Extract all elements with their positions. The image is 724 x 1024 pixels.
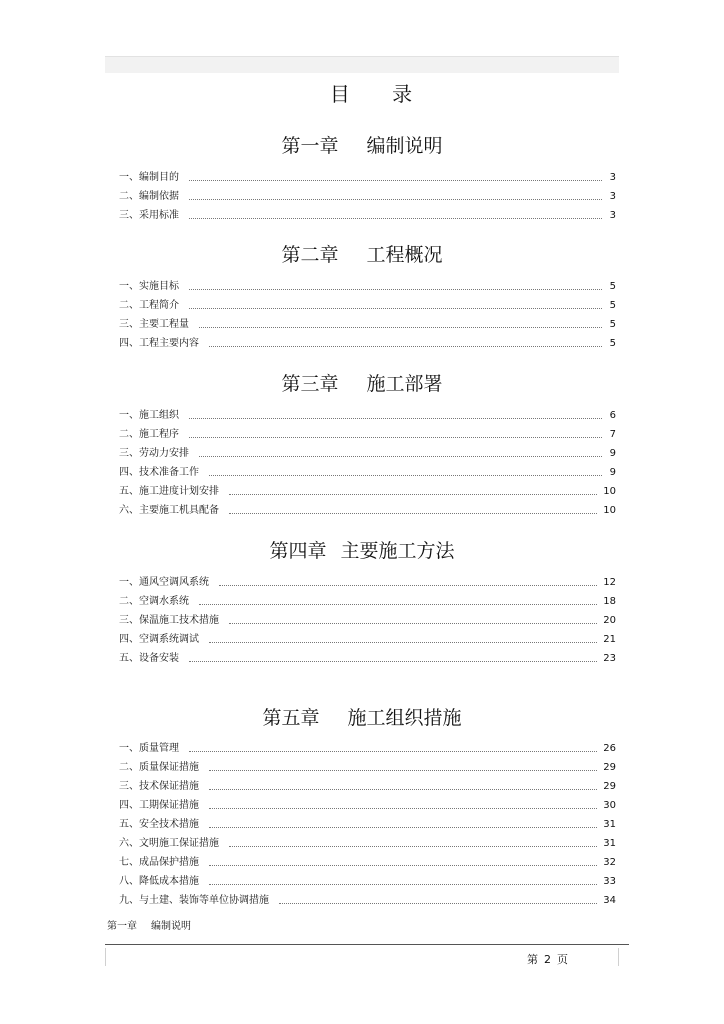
dot-leader xyxy=(229,494,597,495)
dot-leader xyxy=(229,623,597,624)
chapter-number: 第三章 xyxy=(281,373,339,395)
chapter-title: 施工部署 xyxy=(366,373,443,395)
dot-leader xyxy=(279,903,597,904)
toc-entry[interactable] xyxy=(119,575,616,589)
toc-entry-label: 二、施工程序 xyxy=(119,429,179,440)
toc-entry-label: 七、成品保护措施 xyxy=(119,857,199,868)
chapter-number: 第四章 xyxy=(269,540,327,562)
toc-entry[interactable] xyxy=(119,855,616,869)
toc-entry-label: 九、与土建、装饰等单位协调措施 xyxy=(119,895,269,906)
toc-entry[interactable] xyxy=(119,189,616,203)
running-head-chapter-number: 第一章 xyxy=(107,921,137,932)
toc-entry[interactable] xyxy=(119,298,616,312)
toc-entry-label: 四、工程主要内容 xyxy=(119,338,199,349)
toc-entry-page: 5 xyxy=(609,338,616,349)
page-prefix: 第 xyxy=(527,953,538,966)
toc-entry-page: 5 xyxy=(609,281,616,292)
dot-leader xyxy=(229,846,597,847)
toc-entry-label: 二、空调水系统 xyxy=(119,596,189,607)
dot-leader xyxy=(209,475,602,476)
toc-entry-label: 五、设备安装 xyxy=(119,653,179,664)
dot-leader xyxy=(189,180,602,181)
chapter-title: 工程概况 xyxy=(366,244,443,266)
header-bar xyxy=(105,56,619,73)
toc-entry-page: 21 xyxy=(603,634,616,645)
toc-entry[interactable] xyxy=(119,760,616,774)
dot-leader xyxy=(199,456,602,457)
toc-entry-page: 30 xyxy=(603,800,616,811)
dot-leader xyxy=(199,327,602,328)
running-head-chapter-title: 编制说明 xyxy=(151,921,191,932)
toc-entry[interactable] xyxy=(119,779,616,793)
toc-entry-label: 六、主要施工机具配备 xyxy=(119,505,219,516)
toc-entry-page: 10 xyxy=(603,486,616,497)
toc-entry[interactable] xyxy=(119,651,616,665)
toc-entry[interactable] xyxy=(119,465,616,479)
dot-leader xyxy=(189,289,602,290)
dot-leader xyxy=(209,789,597,790)
dot-leader xyxy=(229,513,597,514)
toc-entry[interactable] xyxy=(119,170,616,184)
toc-entry[interactable] xyxy=(119,446,616,460)
footer-border-left xyxy=(105,948,106,966)
page-number: 2 xyxy=(544,953,551,966)
toc-entry[interactable] xyxy=(119,427,616,441)
toc-entry-page: 5 xyxy=(609,319,616,330)
toc-entry[interactable] xyxy=(119,408,616,422)
toc-entry-page: 3 xyxy=(609,210,616,221)
toc-entry-page: 5 xyxy=(609,300,616,311)
toc-entry-page: 20 xyxy=(603,615,616,626)
toc-entry-page: 18 xyxy=(603,596,616,607)
chapter-4-heading xyxy=(0,536,724,563)
toc-entry-page: 33 xyxy=(603,876,616,887)
toc-entry[interactable] xyxy=(119,632,616,646)
toc-entry-label: 四、空调系统调试 xyxy=(119,634,199,645)
toc-entry[interactable] xyxy=(119,317,616,331)
dot-leader xyxy=(209,827,597,828)
toc-entry[interactable] xyxy=(119,741,616,755)
toc-entry[interactable] xyxy=(119,503,616,517)
dot-leader xyxy=(189,437,602,438)
toc-entry-label: 六、文明施工保证措施 xyxy=(119,838,219,849)
dot-leader xyxy=(209,808,597,809)
toc-entry-label: 一、编制目的 xyxy=(119,172,179,183)
dot-leader xyxy=(209,884,597,885)
toc-entry-page: 29 xyxy=(603,762,616,773)
toc-entry-label: 四、工期保证措施 xyxy=(119,800,199,811)
toc-entry-page: 6 xyxy=(609,410,616,421)
dot-leader xyxy=(189,661,597,662)
toc-entry-page: 3 xyxy=(609,172,616,183)
toc-entry[interactable] xyxy=(119,893,616,907)
dot-leader xyxy=(189,308,602,309)
toc-entry[interactable] xyxy=(119,817,616,831)
chapter-1-heading xyxy=(0,131,724,158)
dot-leader xyxy=(189,751,597,752)
chapter-title: 施工组织措施 xyxy=(347,707,462,729)
toc-entry-label: 三、采用标准 xyxy=(119,210,179,221)
toc-entry[interactable] xyxy=(119,836,616,850)
toc-entry-label: 一、实施目标 xyxy=(119,281,179,292)
chapter-title: 编制说明 xyxy=(366,135,443,157)
toc-title: 目 录 xyxy=(329,82,431,106)
toc-entry-label: 一、施工组织 xyxy=(119,410,179,421)
toc-entry[interactable] xyxy=(119,874,616,888)
dot-leader xyxy=(199,604,597,605)
running-head xyxy=(107,917,191,932)
toc-entry-page: 7 xyxy=(609,429,616,440)
dot-leader xyxy=(189,199,602,200)
toc-entry-page: 26 xyxy=(603,743,616,754)
toc-entry-page: 31 xyxy=(603,819,616,830)
toc-entry[interactable] xyxy=(119,208,616,222)
toc-entry-label: 一、质量管理 xyxy=(119,743,179,754)
toc-entry-page: 9 xyxy=(609,467,616,478)
dot-leader xyxy=(209,642,597,643)
toc-entry-page: 34 xyxy=(603,895,616,906)
toc-entry[interactable] xyxy=(119,798,616,812)
page-suffix: 页 xyxy=(557,953,568,966)
dot-leader xyxy=(209,770,597,771)
dot-leader xyxy=(209,346,602,347)
footer-border-right xyxy=(618,948,619,966)
toc-entry[interactable] xyxy=(119,594,616,608)
toc-entry[interactable] xyxy=(119,613,616,627)
chapter-2-heading xyxy=(0,240,724,267)
toc-entry-page: 29 xyxy=(603,781,616,792)
toc-entry-page: 23 xyxy=(603,653,616,664)
toc-entry-page: 9 xyxy=(609,448,616,459)
toc-entry-label: 二、编制依据 xyxy=(119,191,179,202)
toc-entry-page: 3 xyxy=(609,191,616,202)
toc-entry-label: 三、主要工程量 xyxy=(119,319,189,330)
chapter-number: 第五章 xyxy=(262,707,320,729)
toc-entry-page: 10 xyxy=(603,505,616,516)
toc-entry-label: 三、保温施工技术措施 xyxy=(119,615,219,626)
chapter-5-heading xyxy=(0,703,724,730)
toc-entry-label: 二、工程简介 xyxy=(119,300,179,311)
toc-entry-label: 三、技术保证措施 xyxy=(119,781,199,792)
toc-entry-label: 二、质量保证措施 xyxy=(119,762,199,773)
chapter-number: 第二章 xyxy=(281,244,339,266)
dot-leader xyxy=(209,865,597,866)
chapter-number: 第一章 xyxy=(281,135,339,157)
dot-leader xyxy=(189,418,602,419)
toc-entry-label: 五、安全技术措施 xyxy=(119,819,199,830)
toc-entry-page: 32 xyxy=(603,857,616,868)
toc-entry-label: 五、施工进度计划安排 xyxy=(119,486,219,497)
chapter-title: 主要施工方法 xyxy=(340,540,455,562)
dot-leader xyxy=(189,218,602,219)
toc-entry-label: 八、降低成本措施 xyxy=(119,876,199,887)
toc-entry-page: 31 xyxy=(603,838,616,849)
toc-entry[interactable] xyxy=(119,336,616,350)
toc-entry-label: 三、劳动力安排 xyxy=(119,448,189,459)
footer-divider xyxy=(105,944,629,945)
dot-leader xyxy=(219,585,597,586)
toc-entry-label: 一、通风空调风系统 xyxy=(119,577,209,588)
toc-entry[interactable] xyxy=(119,279,616,293)
toc-entry-page: 12 xyxy=(603,577,616,588)
toc-entry-label: 四、技术准备工作 xyxy=(119,467,199,478)
toc-entry[interactable] xyxy=(119,484,616,498)
page-number-footer xyxy=(527,951,574,967)
chapter-3-heading xyxy=(0,369,724,396)
